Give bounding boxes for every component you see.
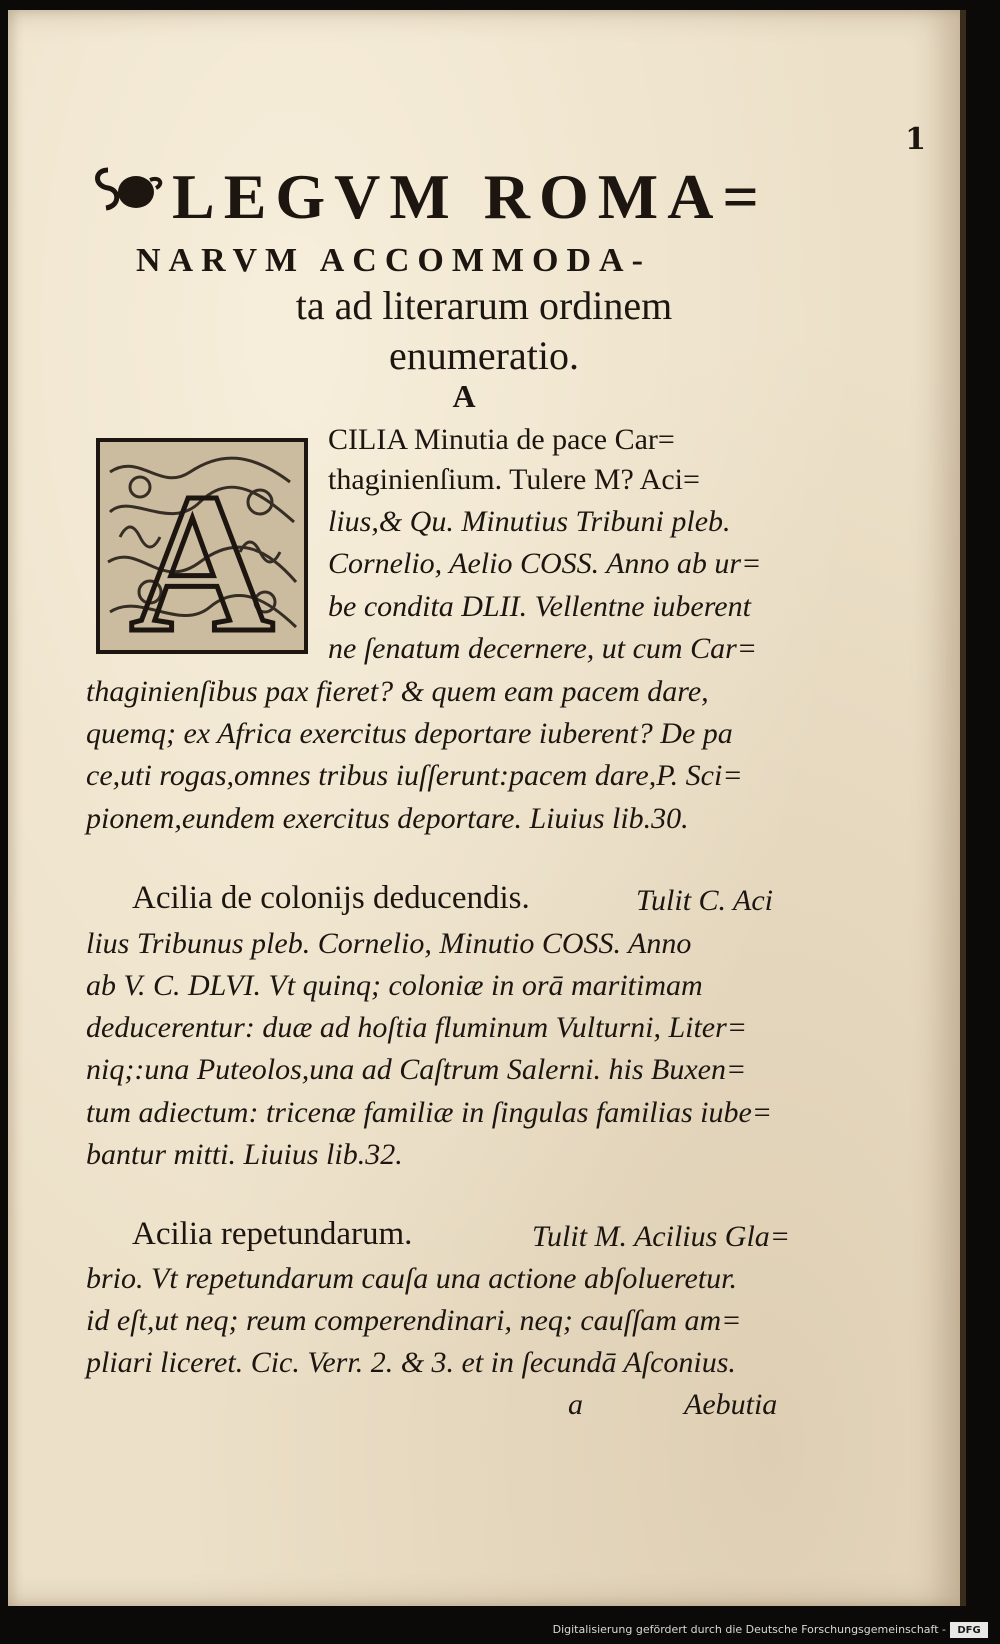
digitization-credit: Digitalisierung gefördert durch die Deutsche Forschungsgemeinschaft - <box>552 1623 946 1636</box>
entry1-line: lius,& Qu. Minutius Tribuni pleb. <box>328 505 731 538</box>
entry3-line: Tulit M. Acilius Gla= <box>532 1220 791 1253</box>
book-page <box>8 10 966 1606</box>
title-line-1: LEGVM ROMA= <box>172 161 768 232</box>
folio-number: 1 <box>905 122 926 157</box>
title-line-4: enumeratio. <box>389 333 579 378</box>
entry2-line: lius Tribunus pleb. Cornelio, Minutio COSS. Anno <box>86 927 692 960</box>
entry2-line: Tulit C. Aci <box>636 884 773 917</box>
entry2-line: tum adiectum: tricenæ familiæ in ſingulas familias iube= <box>86 1096 773 1129</box>
signature-mark: a <box>568 1388 583 1421</box>
entry1-line: quemq; ex Africa exercitus deportare iuberent? De pa <box>86 717 733 750</box>
title-line-2: NARVM ACCOMMODA- <box>136 242 651 279</box>
decorated-initial-icon <box>100 442 304 650</box>
entry1-line: pionem,eundem exercitus deportare. Liuius lib.30. <box>86 802 689 835</box>
decorated-initial-a <box>96 438 308 654</box>
entry1-line: thaginienſium. Tulere M? Aci= <box>328 463 700 496</box>
entry2-line: ab V. C. DLVI. Vt quinq; coloniæ in orā maritimam <box>86 969 703 1002</box>
entry2-line: bantur mitti. Liuius lib.32. <box>86 1138 403 1171</box>
entry3-line: brio. Vt repetundarum cauſa una actione abſolueretur. <box>86 1262 738 1295</box>
entry3-line: id eſt,ut neq; reum comperendinari, neq; cauſſam am= <box>86 1304 742 1337</box>
entry1-line: ce,uti rogas,omnes tribus iuſſerunt:pacem dare,P. Sci= <box>86 759 743 792</box>
title-line-3: ta ad literarum ordinem <box>295 283 673 328</box>
entry1-line: ne ſenatum decernere, ut cum Car= <box>328 632 758 665</box>
catchword: Aebutia <box>684 1388 778 1421</box>
fleuron-ornament <box>90 162 166 220</box>
entry1-line: Cornelio, Aelio COSS. Anno ab ur= <box>328 547 762 580</box>
entry1-line: be condita DLII. Vellentne iuberent <box>328 590 751 623</box>
entry2-line: deducerentur: duæ ad hoſtia fluminum Vulturni, Liter= <box>86 1011 748 1044</box>
entry2-heading: Acilia de colonijs deducendis. <box>132 880 530 916</box>
section-letter-heading: A <box>452 378 476 414</box>
svg-text:A: A <box>129 453 275 650</box>
entry3-line: pliari liceret. Cic. Verr. 2. & 3. et in ſecundā Aſconius. <box>86 1346 736 1379</box>
entry2-line: niq;:una Puteolos,una ad Caſtrum Salerni. his Buxen= <box>86 1053 747 1086</box>
entry3-heading: Acilia repetundarum. <box>132 1216 413 1252</box>
entry1-line: CILIA Minutia de pace Car= <box>328 423 675 456</box>
dfg-logo-icon: DFG <box>950 1622 988 1638</box>
entry1-line: thaginienſibus pax fieret? & quem eam pacem dare, <box>86 675 709 708</box>
